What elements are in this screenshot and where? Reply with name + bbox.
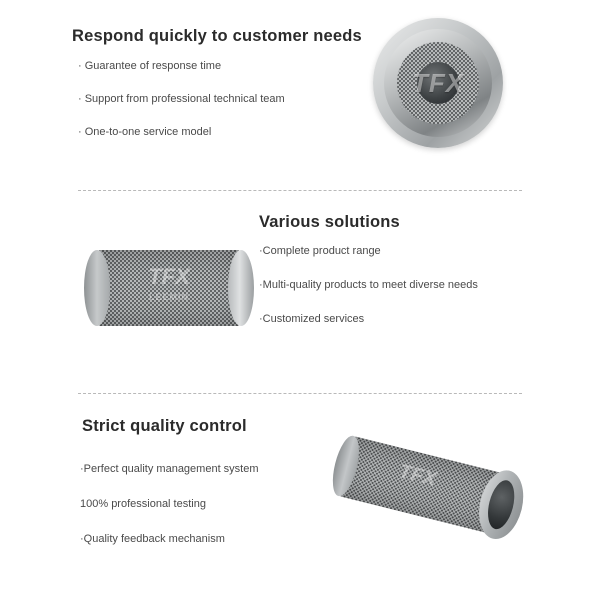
page-title: Respond quickly to customer needs [72, 27, 362, 45]
feature-list-respond-quickly [78, 60, 285, 160]
watermark-text: TFX [148, 264, 190, 289]
section-strict-quality-control [0, 393, 600, 600]
page-title: Various solutions [259, 213, 400, 231]
feature-list-various-solutions [259, 245, 478, 348]
list-item: ·Perfect quality management system [80, 463, 259, 475]
watermark-text: TFX [396, 460, 439, 491]
section-various-solutions [0, 190, 600, 390]
list-item: · One-to-one service model [78, 126, 212, 139]
section-respond-quickly [0, 0, 600, 188]
feature-list-strict-quality-control [80, 463, 259, 569]
list-item: ·Complete product range [259, 245, 381, 257]
list-item: · Guarantee of response time [78, 60, 222, 72]
watermark-subtext: LEEMIN [148, 292, 189, 302]
cylindrical-filter-element-image [84, 250, 254, 326]
list-item: ·Quality feedback mechanism [80, 533, 225, 546]
list-item: 100% professional testing [80, 498, 206, 511]
list-item: · Support from professional technical team [78, 93, 285, 106]
watermark-text: TFX [411, 67, 465, 98]
list-item: ·Customized services [259, 313, 365, 326]
list-item: ·Multi-quality products to meet diverse needs [259, 279, 478, 292]
tilted-filter-cartridge-image [320, 420, 531, 573]
center-bore [483, 478, 518, 532]
round-filter-element-image [373, 18, 503, 148]
page-title: Strict quality control [82, 417, 247, 435]
